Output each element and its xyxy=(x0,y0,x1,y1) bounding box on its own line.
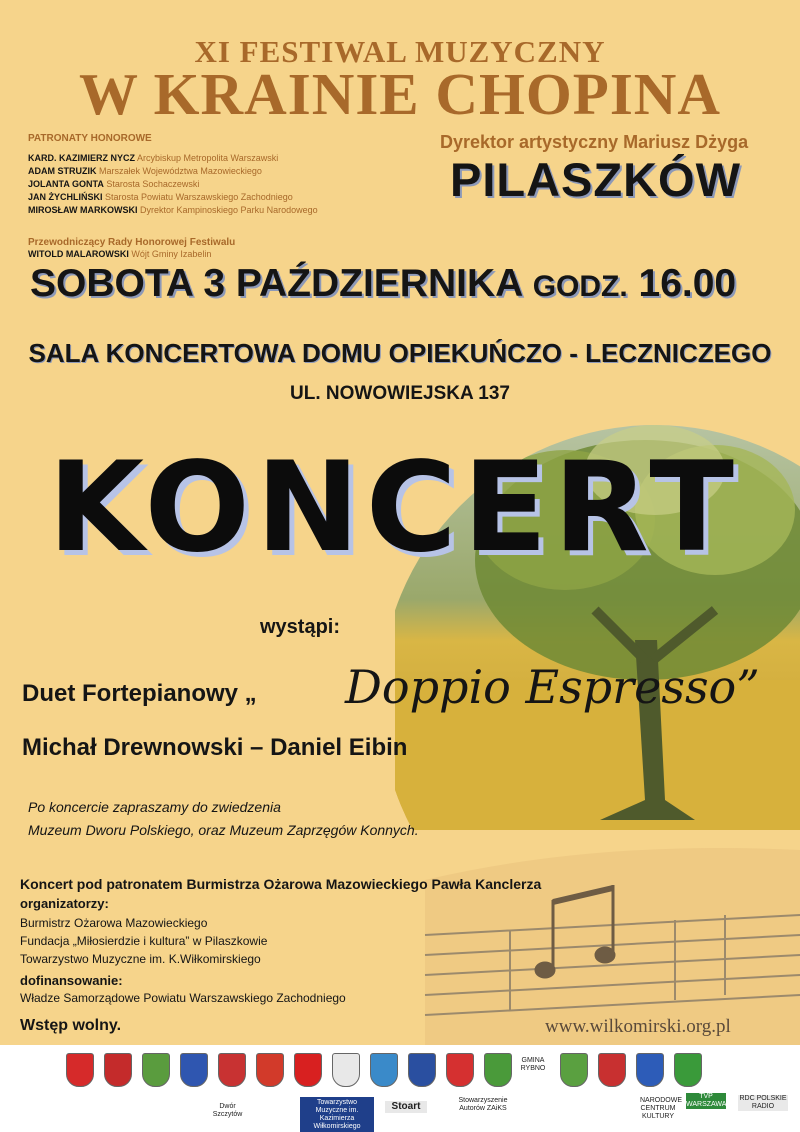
organizer: Towarzystwo Muzyczne im. K.Wiłkomirskiego xyxy=(20,952,261,966)
coat-of-arms-icon xyxy=(370,1053,398,1087)
artists: Michał Drewnowski – Daniel Eibin xyxy=(22,734,408,761)
event-time: 16.00 xyxy=(638,262,737,305)
patronage-note: Koncert pod patronatem Burmistrza Ożarowa Mazowieckiego Pawła Kanclerza xyxy=(20,876,542,892)
patron-line xyxy=(28,205,318,215)
coat-of-arms-icon xyxy=(180,1053,208,1087)
event-date xyxy=(30,262,736,306)
council-chair xyxy=(28,249,211,259)
festival-edition: XI FESTIWAL MUZYCZNY xyxy=(194,34,606,69)
rdc-logo: RDC POLSKIE RADIO xyxy=(739,1095,787,1110)
patron-role: Dyrektor Kampinoskiego Parku Narodowego xyxy=(140,205,318,215)
website-url[interactable]: www.wilkomirski.org.pl xyxy=(545,1016,731,1037)
patron-name: JAN ŻYCHLIŃSKI xyxy=(28,192,103,202)
invite-line: Muzeum Dworu Polskiego, oraz Muzeum Zaprzęgów Konnych. xyxy=(28,822,419,838)
festival-title: W KRAINIE CHOPINA xyxy=(78,61,722,127)
patron-line xyxy=(28,179,199,189)
coat-of-arms-icon xyxy=(256,1053,284,1087)
patron-name: JOLANTA GONTA xyxy=(28,179,104,189)
coat-of-arms-icon xyxy=(446,1053,474,1087)
duo-label: Duet Fortepianowy „ xyxy=(22,680,257,707)
chair-name: WITOLD MALAROWSKI xyxy=(28,249,129,259)
patron-name: KARD. KAZIMIERZ NYCZ xyxy=(28,153,135,163)
chair-role: Wójt Gminy Izabelin xyxy=(131,249,212,259)
duo-name: Doppio Espresso” xyxy=(345,660,760,714)
organizers-title: organizatorzy: xyxy=(20,896,109,911)
patron-role: Starosta Powiatu Warszawskiego Zachodniego xyxy=(105,192,293,202)
performs-label: wystąpi: xyxy=(260,616,341,638)
coat-of-arms-icon xyxy=(294,1053,322,1087)
tvp-logo: TVP WARSZAWA xyxy=(686,1093,727,1108)
patron-line xyxy=(28,166,262,176)
funding-title: dofinansowanie: xyxy=(20,973,123,988)
coat-of-arms-icon xyxy=(104,1053,132,1087)
invite-line: Po koncercie zapraszamy do zwiedzenia xyxy=(28,799,281,815)
patron-name: ADAM STRUZIK xyxy=(28,166,97,176)
towarzystwo-logo: Towarzystwo Muzyczne im. Kazimierza Wiłkomirskiego xyxy=(300,1097,374,1132)
organizer: Fundacja „Miłosierdzie i kultura” w Pilaszkowie xyxy=(20,934,268,948)
village-name: PILASZKÓW xyxy=(450,153,741,206)
stoart-logo: Stoart xyxy=(385,1101,427,1113)
venue: SALA KONCERTOWA DOMU OPIEKUŃCZO - LECZNICZEGO xyxy=(28,338,772,368)
headline: KONCERT xyxy=(48,436,740,580)
coat-of-arms-icon xyxy=(636,1053,664,1087)
patron-line xyxy=(28,153,278,163)
coat-of-arms-icon xyxy=(66,1053,94,1087)
dwor-logo: Dwór Szczytów xyxy=(212,1103,243,1118)
coat-of-arms-icon xyxy=(408,1053,436,1087)
coat-of-arms-icon xyxy=(484,1053,512,1087)
time-label: GODZ. xyxy=(532,270,628,303)
coat-of-arms-icon xyxy=(560,1053,588,1087)
patrons-title: PATRONATY HONOROWE xyxy=(28,133,152,144)
zaiks-logo: Stowarzyszenie Autorów ZAiKS xyxy=(458,1097,508,1112)
sponsor-logos-bar xyxy=(0,1045,800,1132)
date-text: SOBOTA 3 PAŹDZIERNIKA xyxy=(30,262,522,305)
street-address: UL. NOWOWIEJSKA 137 xyxy=(290,383,510,404)
patron-name: MIROSŁAW MARKOWSKI xyxy=(28,205,138,215)
free-entry: Wstęp wolny. xyxy=(20,1017,122,1034)
patron-role: Starosta Sochaczewski xyxy=(106,179,200,189)
nck-logo: NARODOWE CENTRUM KULTURY xyxy=(640,1097,682,1120)
coat-of-arms-icon xyxy=(674,1053,702,1087)
coat-of-arms-icon xyxy=(142,1053,170,1087)
patron-role: Arcybiskup Metropolita Warszawski xyxy=(137,153,279,163)
funding-source: Władze Samorządowe Powiatu Warszawskiego Zachodniego xyxy=(20,991,346,1005)
coat-of-arms-icon xyxy=(218,1053,246,1087)
gmina-logo: GMINA RYBNO xyxy=(520,1057,546,1072)
patron-line xyxy=(28,192,293,202)
organizer: Burmistrz Ożarowa Mazowieckiego xyxy=(20,916,208,930)
artistic-director: Dyrektor artystyczny Mariusz Dżyga xyxy=(440,132,749,152)
patron-role: Marszałek Województwa Mazowieckiego xyxy=(99,166,262,176)
coat-of-arms-icon xyxy=(332,1053,360,1087)
coat-of-arms-icon xyxy=(598,1053,626,1087)
council-chair-title: Przewodniczący Rady Honorowej Festiwalu xyxy=(28,237,236,248)
